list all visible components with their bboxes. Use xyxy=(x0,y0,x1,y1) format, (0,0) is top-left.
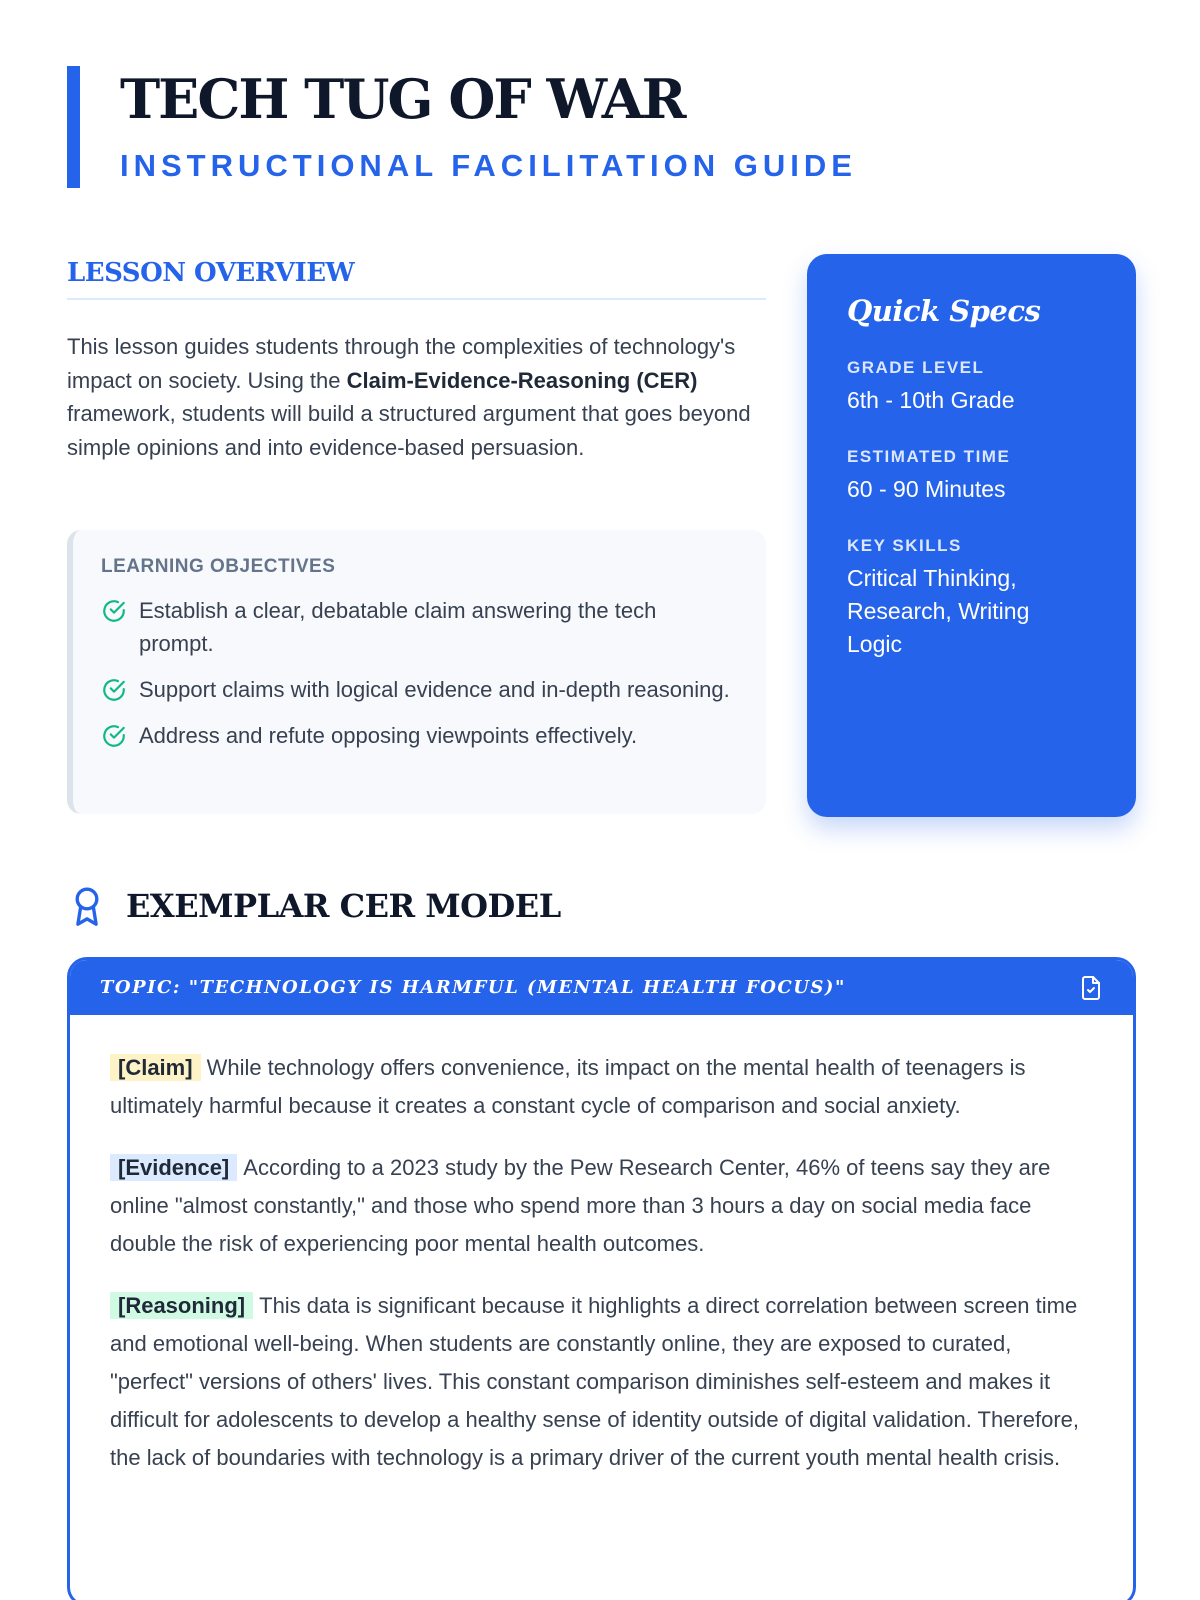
page-subtitle: INSTRUCTIONAL FACILITATION GUIDE xyxy=(120,148,857,183)
overview-text-after: framework, students will build a structured argument that goes beyond simple opinions and into evidence-based persuasion. xyxy=(67,401,751,460)
learning-objectives xyxy=(67,530,766,814)
reasoning-paragraph xyxy=(110,1287,1093,1477)
objectives-list xyxy=(101,594,736,752)
evidence-paragraph xyxy=(110,1149,1093,1263)
objective-text: Establish a clear, debatable claim answering the tech prompt. xyxy=(139,598,657,656)
exemplar-heading-row xyxy=(70,885,561,927)
reasoning-text: This data is significant because it highlights a direct correlation between screen time and emotional well-being. When students are constantly online, they are exposed to curated, "perfect" versions of others' lives. This constant comparison diminishes self-esteem and makes it difficult for adolescents to develop a healthy sense of identity outside of digital validation. Therefore, the lack of boundaries with technology is a primary driver of the current youth mental health crisis. xyxy=(110,1293,1080,1470)
objectives-heading: LEARNING OBJECTIVES xyxy=(101,556,336,577)
check-circle-icon xyxy=(101,598,127,624)
evidence-tag: [Evidence] xyxy=(110,1154,237,1181)
exemplar-card-body xyxy=(70,1015,1133,1477)
exemplar-topic: TOPIC: "TECHNOLOGY IS HARMFUL (MENTAL HEALTH FOCUS)" xyxy=(100,977,846,998)
overview-text xyxy=(67,330,766,464)
exemplar-card xyxy=(67,957,1136,1600)
spec-value-skills: Critical Thinking, Research, Writing Logic xyxy=(847,565,1030,657)
spec-label-skills: KEY SKILLS xyxy=(847,536,962,555)
spec-label-time: ESTIMATED TIME xyxy=(847,447,1011,466)
reasoning-tag: [Reasoning] xyxy=(110,1292,253,1319)
overview-text-bold: Claim-Evidence-Reasoning (CER) xyxy=(346,367,698,393)
page-header xyxy=(67,66,967,188)
objective-item xyxy=(101,719,736,752)
specs-heading: Quick Specs xyxy=(847,294,1041,328)
claim-text: While technology offers convenience, its impact on the mental health of teenagers is ultimately harmful because it creates a constant cycle of comparison and social anxiety. xyxy=(110,1055,1026,1118)
exemplar-heading: EXEMPLAR CER MODEL xyxy=(126,887,561,925)
check-circle-icon xyxy=(101,723,127,749)
objective-item xyxy=(101,673,736,706)
claim-paragraph xyxy=(110,1049,1093,1125)
spec-value-time: 60 - 90 Minutes xyxy=(847,476,1006,502)
quick-specs-card xyxy=(807,254,1136,817)
claim-tag: [Claim] xyxy=(110,1054,201,1081)
evidence-text: According to a 2023 study by the Pew Research Center, 46% of teens say they are online "almost constantly," and those who spend more than 3 hours a day on social media face double the risk of experiencing poor mental health outcomes. xyxy=(110,1155,1051,1256)
award-ribbon-icon xyxy=(70,885,104,927)
objective-text: Support claims with logical evidence and in-depth reasoning. xyxy=(139,677,730,702)
lesson-overview xyxy=(67,258,766,464)
exemplar-card-header xyxy=(70,960,1133,1015)
page-title: TECH TUG OF WAR xyxy=(120,67,685,131)
document-check-icon xyxy=(1079,975,1103,1001)
check-circle-icon xyxy=(101,677,127,703)
overview-text-before: This lesson guides students through the complexities of technology's impact on society. Using the xyxy=(67,334,736,393)
objective-text: Address and refute opposing viewpoints effectively. xyxy=(139,723,638,748)
objective-item xyxy=(101,594,736,660)
spec-value-grade: 6th - 10th Grade xyxy=(847,387,1015,413)
spec-label-grade: GRADE LEVEL xyxy=(847,358,985,377)
overview-heading: LESSON OVERVIEW xyxy=(67,258,766,300)
